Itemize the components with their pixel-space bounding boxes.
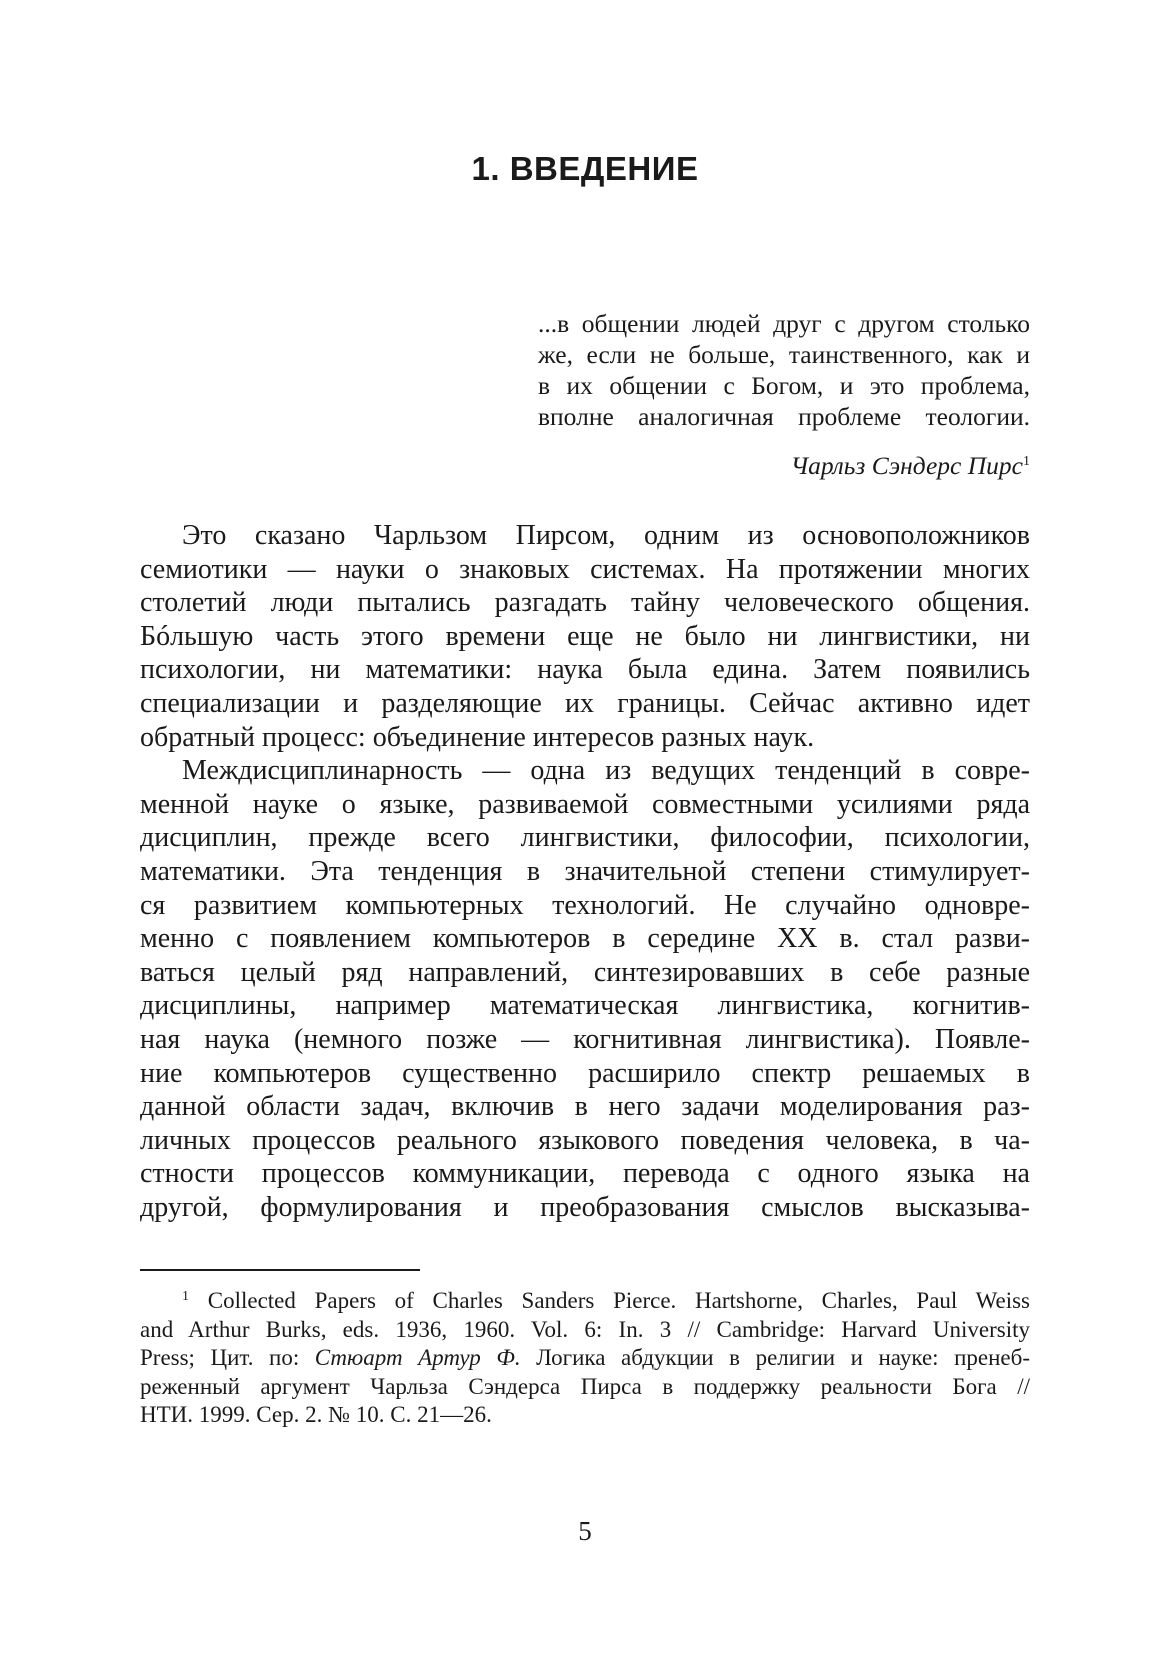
epigraph-author-name: Чарльз Сэндерс Пирс — [790, 451, 1023, 480]
text-line: ваться целый ряд направлений, синтезировавших в себе разные — [140, 956, 1030, 988]
text-line: менно с появлением компьютеров в середине XX в. стал разви- — [140, 923, 1030, 955]
text-line: менной науке о языке, развиваемой совместными усилиями ряда — [140, 788, 1030, 820]
footnote-line: реженный аргумент Чарльза Сэндерса Пирса в поддержку реальности Бога // — [140, 1373, 1030, 1399]
footnote-text: Press; Цит. по: — [140, 1345, 315, 1370]
text-line: психологии, ни математики: наука была едина. Затем появились — [140, 654, 1030, 686]
epigraph-line: вполне аналогичная проблеме теологии. — [538, 402, 1030, 431]
epigraph-line: в их общении с Богом, и это проблема, — [538, 371, 1030, 400]
text-line: ние компьютеров существенно расширило спектр решаемых в — [140, 1057, 1030, 1089]
text-line: стности процессов коммуникации, перевода с одного языка на — [140, 1158, 1030, 1190]
text-line: семиотики — науки о знаковых системах. На протяжении многих — [140, 553, 1030, 585]
text-line: Междисциплинарность — одна из ведущих тенденций в совре- — [182, 755, 1030, 787]
paragraph-2 — [140, 754, 1030, 1224]
epigraph-author — [538, 446, 1030, 481]
text-line: дисциплины, например математическая лингвистика, когнитив- — [140, 990, 1030, 1022]
text-line: Это сказано Чарльзом Пирсом, одним из основоположников — [182, 520, 1030, 551]
footnote-divider — [140, 1269, 420, 1271]
chapter-title: 1. ВВЕДЕНИЕ — [471, 150, 699, 187]
text-line: ная наука (немного позже — когнитивная лингвистика). Появле- — [140, 1023, 1030, 1055]
footnote-number: 1 — [182, 1289, 189, 1304]
footnote-line: and Arthur Burks, eds. 1936, 1960. Vol. 6: In. 3 // Cambridge: Harvard University — [140, 1316, 1030, 1342]
epigraph-line: ...в общении людей друг с другом столько — [538, 309, 1030, 338]
text-line: обратный процесс: объединение интересов разных наук. — [140, 721, 815, 753]
footnote-text: Логика абдукции в религии и науке: пренеб- — [520, 1345, 1030, 1370]
page-number: 5 — [578, 1516, 592, 1546]
text-line: математики. Эта тенденция в значительной степени стимулирует- — [140, 855, 1030, 887]
footnote-line — [140, 1283, 1030, 1316]
text-line: Бóльшую часть этого времени еще не было ни лингвистики, ни — [140, 620, 1030, 652]
text-line: другой, формулирования и преобразования смыслов высказыва- — [140, 1191, 1030, 1223]
footnote-line — [140, 1344, 1030, 1373]
epigraph — [538, 308, 1030, 481]
paragraph-1 — [140, 519, 1030, 754]
text-line: специализации и разделяющие их границы. Сейчас активно идет — [140, 687, 1030, 719]
footnote — [140, 1283, 1030, 1430]
body-text — [140, 519, 1030, 1224]
text-line: дисциплин, прежде всего лингвистики, философии, психологии, — [140, 822, 1030, 854]
text-line: ся развитием компьютерных технологий. Не случайно одновре- — [140, 889, 1030, 921]
epigraph-line: же, если не больше, таинственного, как и — [538, 340, 1030, 369]
footnote-line: НТИ. 1999. Сер. 2. № 10. С. 21—26. — [140, 1402, 492, 1427]
footnote-text: Collected Papers of Charles Sanders Pierce. Hartshorne, Charles, Paul Weiss — [207, 1288, 1030, 1313]
text-line: данной области задач, включив в него задачи моделирования раз- — [140, 1091, 1030, 1123]
cited-author: Стюарт Артур Ф. — [314, 1345, 521, 1370]
text-line: столетий люди пытались разгадать тайну человеческого общения. — [140, 587, 1030, 619]
footnote-reference[interactable]: 1 — [1023, 454, 1030, 469]
text-line: личных процессов реального языкового поведения человека, в ча- — [140, 1124, 1030, 1156]
